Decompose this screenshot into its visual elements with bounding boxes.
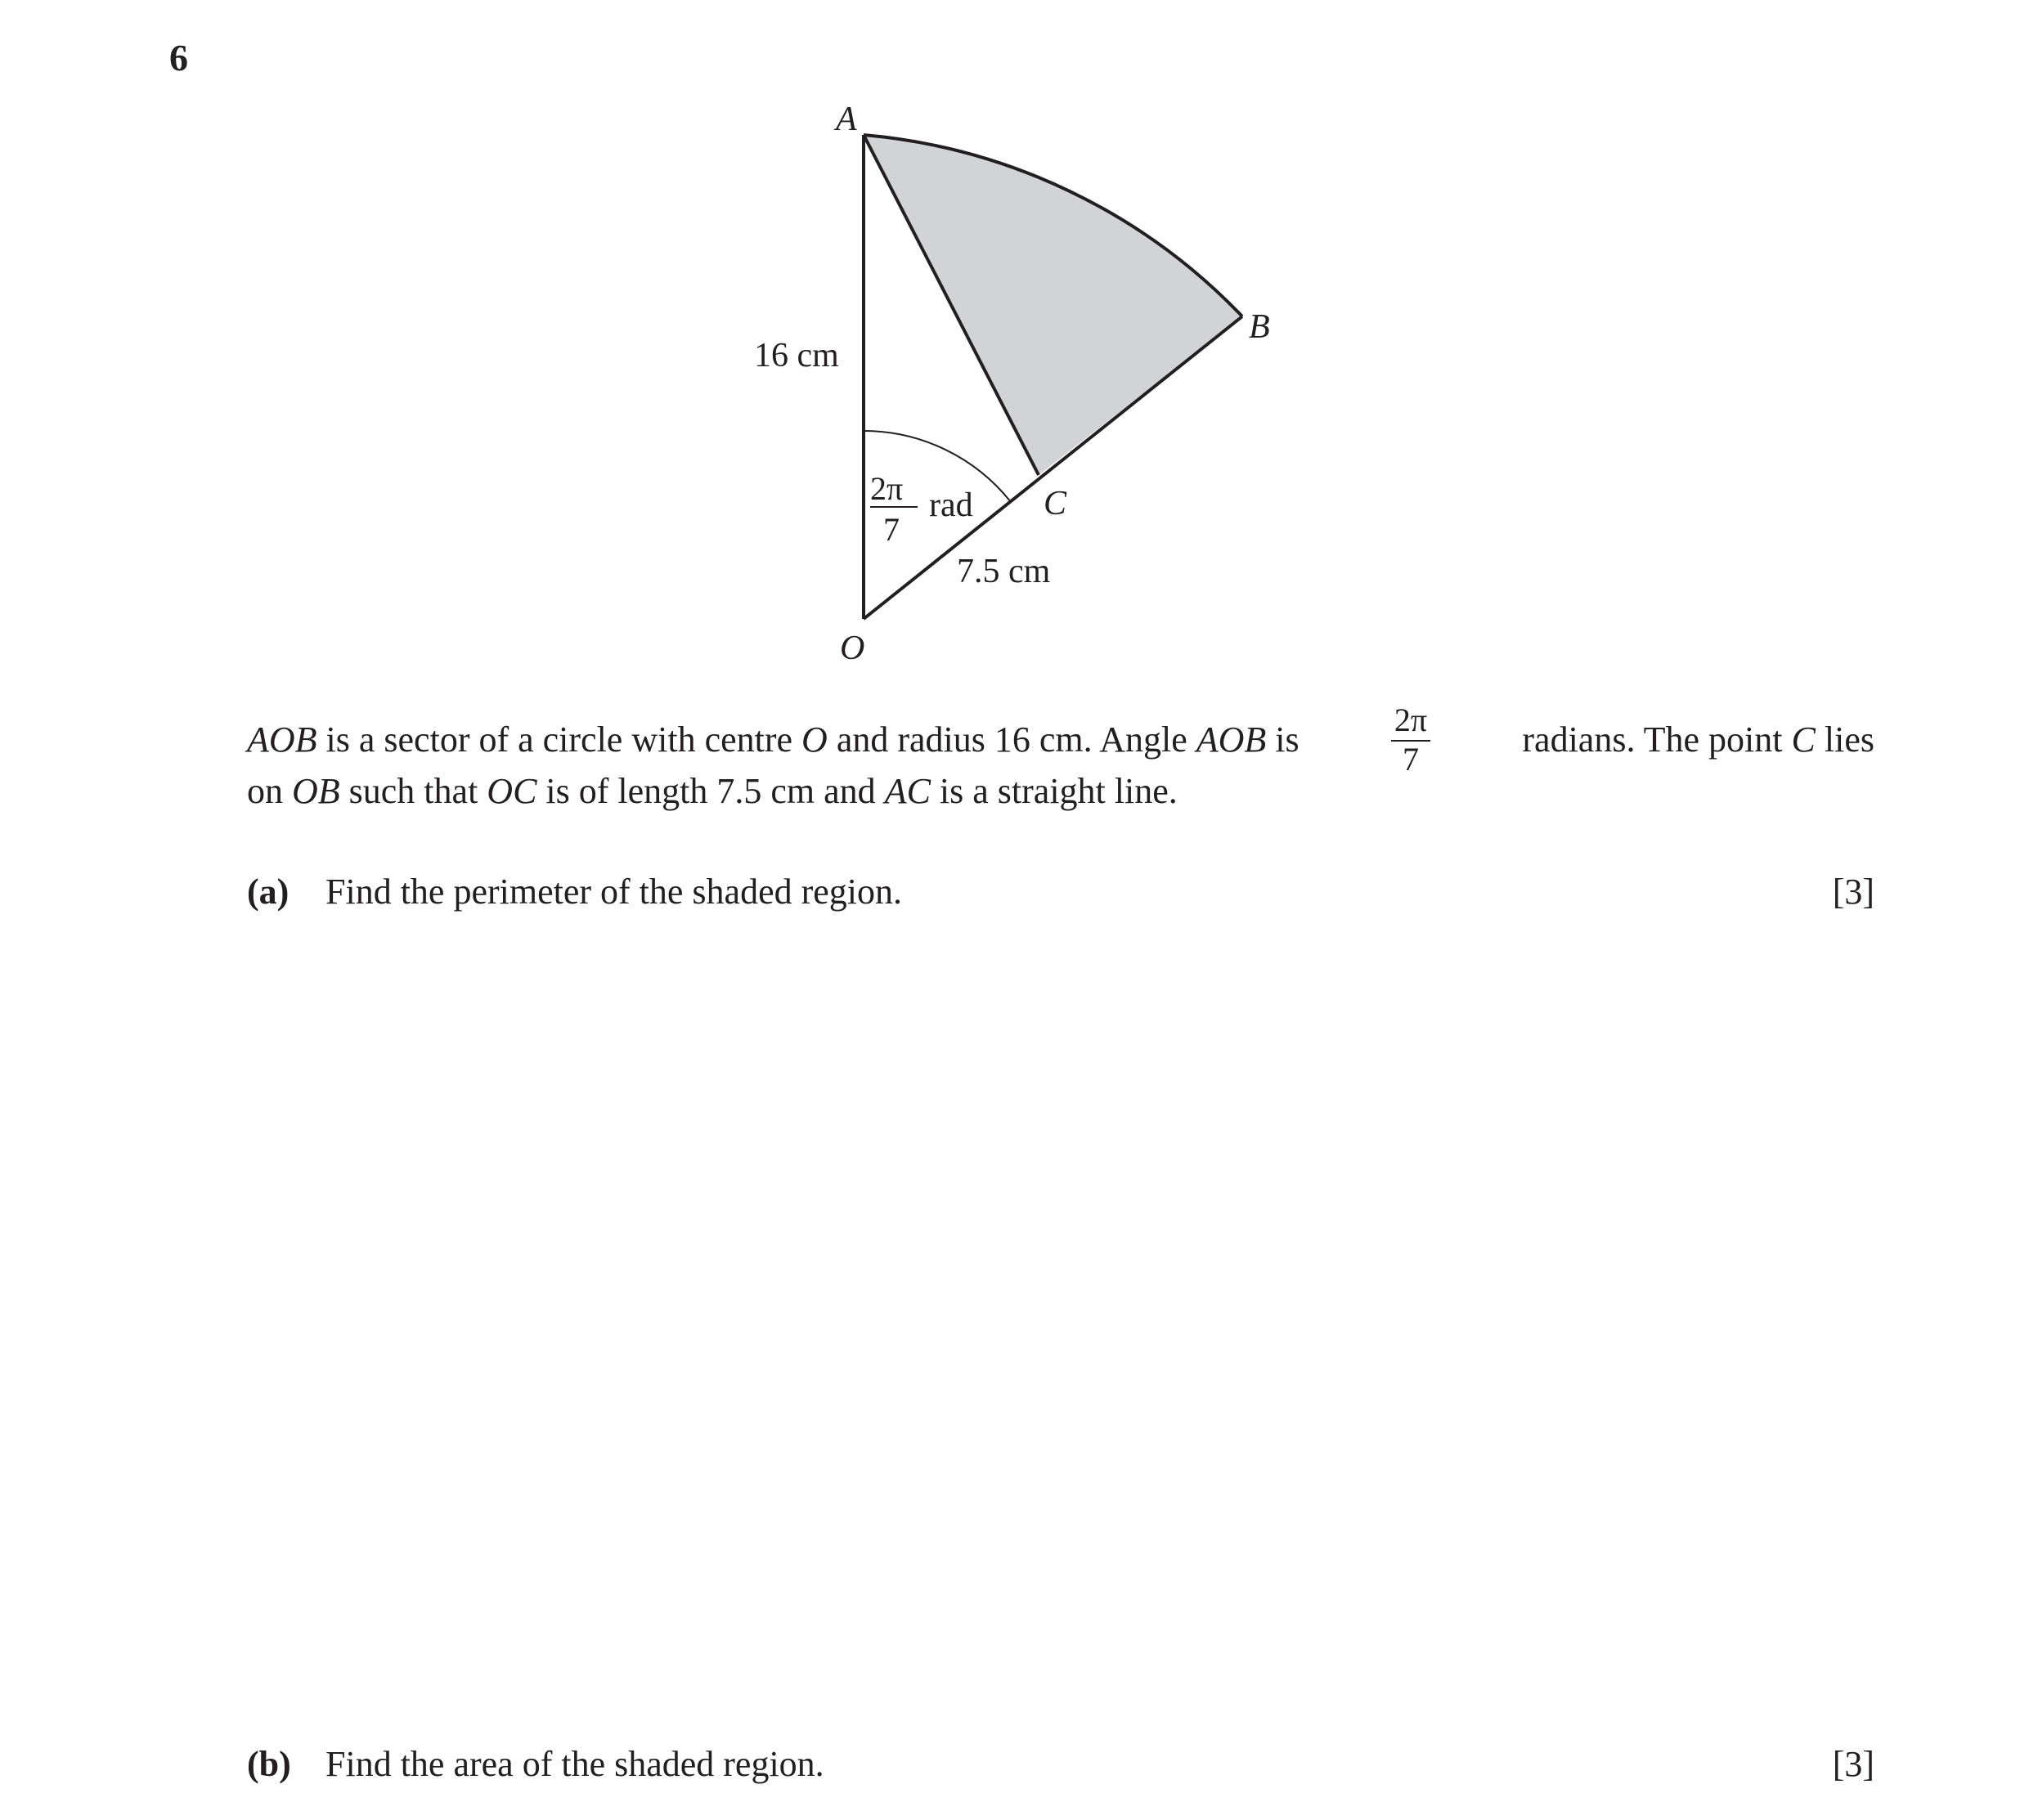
stem-text-b: radians. The point C lies bbox=[1522, 719, 1874, 760]
angle-fraction: $\frac{2\pi}{7}$ bbox=[1391, 704, 1430, 776]
part-a-label: (a) bbox=[247, 872, 290, 912]
part-a bbox=[247, 869, 1874, 915]
part-b-text: Find the area of the shaded region. bbox=[325, 1744, 824, 1784]
part-b-marks: [3] bbox=[1832, 1744, 1874, 1784]
label-b: B bbox=[1249, 308, 1270, 346]
question-stem bbox=[247, 702, 1874, 814]
stem-line-2: on OB such that OC is of length 7.5 cm and AC is a straight line. bbox=[247, 771, 1178, 811]
stem-line-1 bbox=[247, 702, 1874, 778]
part-b bbox=[247, 1742, 1874, 1787]
label-a: A bbox=[836, 101, 857, 138]
shaded-region bbox=[864, 135, 1242, 475]
part-b-label: (b) bbox=[247, 1744, 291, 1784]
label-c: C bbox=[1044, 485, 1067, 522]
part-a-text: Find the perimeter of the shaded region. bbox=[325, 872, 903, 912]
angle-numerator: 2π bbox=[870, 470, 904, 507]
label-o: O bbox=[840, 630, 865, 667]
radius-label: 16 cm bbox=[754, 337, 839, 374]
sector-diagram bbox=[0, 0, 2029, 695]
oc-label: 7.5 cm bbox=[957, 553, 1051, 590]
question-number: 6 bbox=[169, 37, 188, 78]
angle-unit: rad bbox=[929, 486, 973, 524]
angle-denominator: 7 bbox=[883, 511, 900, 548]
part-a-marks: [3] bbox=[1832, 872, 1874, 912]
stem-text-a: AOB is a sector of a circle with centre O and radius 16 cm. Angle AOB is bbox=[247, 719, 1300, 760]
